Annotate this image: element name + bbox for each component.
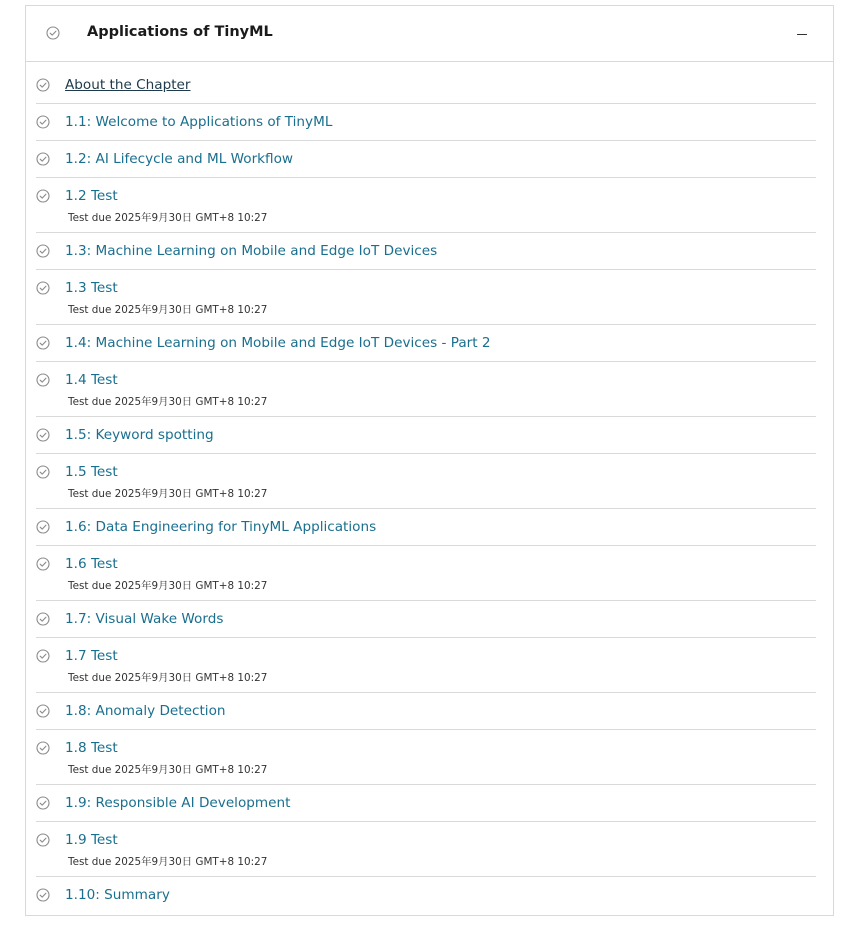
completion-check-icon[interactable] [36, 78, 50, 92]
list-item [36, 877, 816, 914]
test-link[interactable]: 1.7 Test [65, 648, 118, 664]
list-item [36, 67, 816, 104]
list-item [36, 822, 816, 877]
section-panel [25, 5, 834, 916]
due-date: Test due 2025年9月30日 GMT+8 10:27 [68, 580, 268, 592]
completion-check-icon[interactable] [36, 833, 50, 847]
list-item [36, 638, 816, 693]
list-item [36, 270, 816, 325]
completion-check-icon[interactable] [36, 189, 50, 203]
list-item [36, 141, 816, 178]
list-item [36, 325, 816, 362]
completion-check-icon[interactable] [36, 649, 50, 663]
due-date: Test due 2025年9月30日 GMT+8 10:27 [68, 488, 268, 500]
completion-check-icon[interactable] [36, 428, 50, 442]
list-item [36, 601, 816, 638]
completion-check-icon[interactable] [36, 336, 50, 350]
test-link[interactable]: 1.2 Test [65, 188, 118, 204]
completion-check-icon[interactable] [36, 373, 50, 387]
test-link[interactable]: 1.8 Test [65, 740, 118, 756]
list-item [36, 454, 816, 509]
activity-link[interactable]: 1.4: Machine Learning on Mobile and Edge IoT Devices - Part 2 [65, 335, 491, 351]
due-date: Test due 2025年9月30日 GMT+8 10:27 [68, 212, 268, 224]
activity-link[interactable]: 1.6: Data Engineering for TinyML Applications [65, 519, 377, 535]
list-item [36, 693, 816, 730]
list-item [36, 546, 816, 601]
activity-link[interactable]: 1.8: Anomaly Detection [65, 703, 226, 719]
due-date: Test due 2025年9月30日 GMT+8 10:27 [68, 856, 268, 868]
activity-link[interactable]: 1.9: Responsible AI Development [65, 795, 291, 811]
activity-link[interactable]: 1.2: AI Lifecycle and ML Workflow [65, 151, 294, 167]
section-header[interactable] [26, 6, 833, 62]
list-item [36, 362, 816, 417]
activity-link[interactable]: 1.5: Keyword spotting [65, 427, 214, 443]
list-item [36, 509, 816, 546]
activity-link[interactable]: 1.1: Welcome to Applications of TinyML [65, 114, 333, 130]
collapse-button[interactable] [791, 24, 813, 44]
completion-check-icon[interactable] [36, 557, 50, 571]
list-item [36, 730, 816, 785]
test-link[interactable]: 1.9 Test [65, 832, 118, 848]
list-item [36, 417, 816, 454]
completion-check-icon[interactable] [36, 465, 50, 479]
list-item [36, 233, 816, 270]
test-link[interactable]: 1.5 Test [65, 464, 118, 480]
due-date: Test due 2025年9月30日 GMT+8 10:27 [68, 672, 268, 684]
completion-check-icon[interactable] [36, 115, 50, 129]
section-title: Applications of TinyML [87, 24, 273, 40]
completion-check-icon[interactable] [36, 612, 50, 626]
activity-link[interactable]: 1.7: Visual Wake Words [65, 611, 224, 627]
test-link[interactable]: 1.6 Test [65, 556, 118, 572]
completion-check-icon[interactable] [36, 796, 50, 810]
completion-check-icon[interactable] [36, 281, 50, 295]
due-date: Test due 2025年9月30日 GMT+8 10:27 [68, 396, 268, 408]
completion-check-icon[interactable] [36, 741, 50, 755]
test-link[interactable]: 1.4 Test [65, 372, 118, 388]
completion-check-icon[interactable] [36, 152, 50, 166]
activity-list [36, 67, 816, 914]
activity-link[interactable]: 1.3: Machine Learning on Mobile and Edge IoT Devices [65, 243, 438, 259]
test-link[interactable]: 1.3 Test [65, 280, 118, 296]
activity-link[interactable]: 1.10: Summary [65, 887, 170, 903]
check-circle-icon [46, 26, 60, 40]
completion-check-icon[interactable] [36, 244, 50, 258]
due-date: Test due 2025年9月30日 GMT+8 10:27 [68, 764, 268, 776]
completion-check-icon[interactable] [36, 704, 50, 718]
completion-check-icon[interactable] [36, 888, 50, 902]
completion-check-icon[interactable] [36, 520, 50, 534]
minus-icon [797, 34, 807, 35]
list-item [36, 104, 816, 141]
due-date: Test due 2025年9月30日 GMT+8 10:27 [68, 304, 268, 316]
activity-link[interactable]: About the Chapter [65, 77, 191, 93]
list-item [36, 785, 816, 822]
list-item [36, 178, 816, 233]
